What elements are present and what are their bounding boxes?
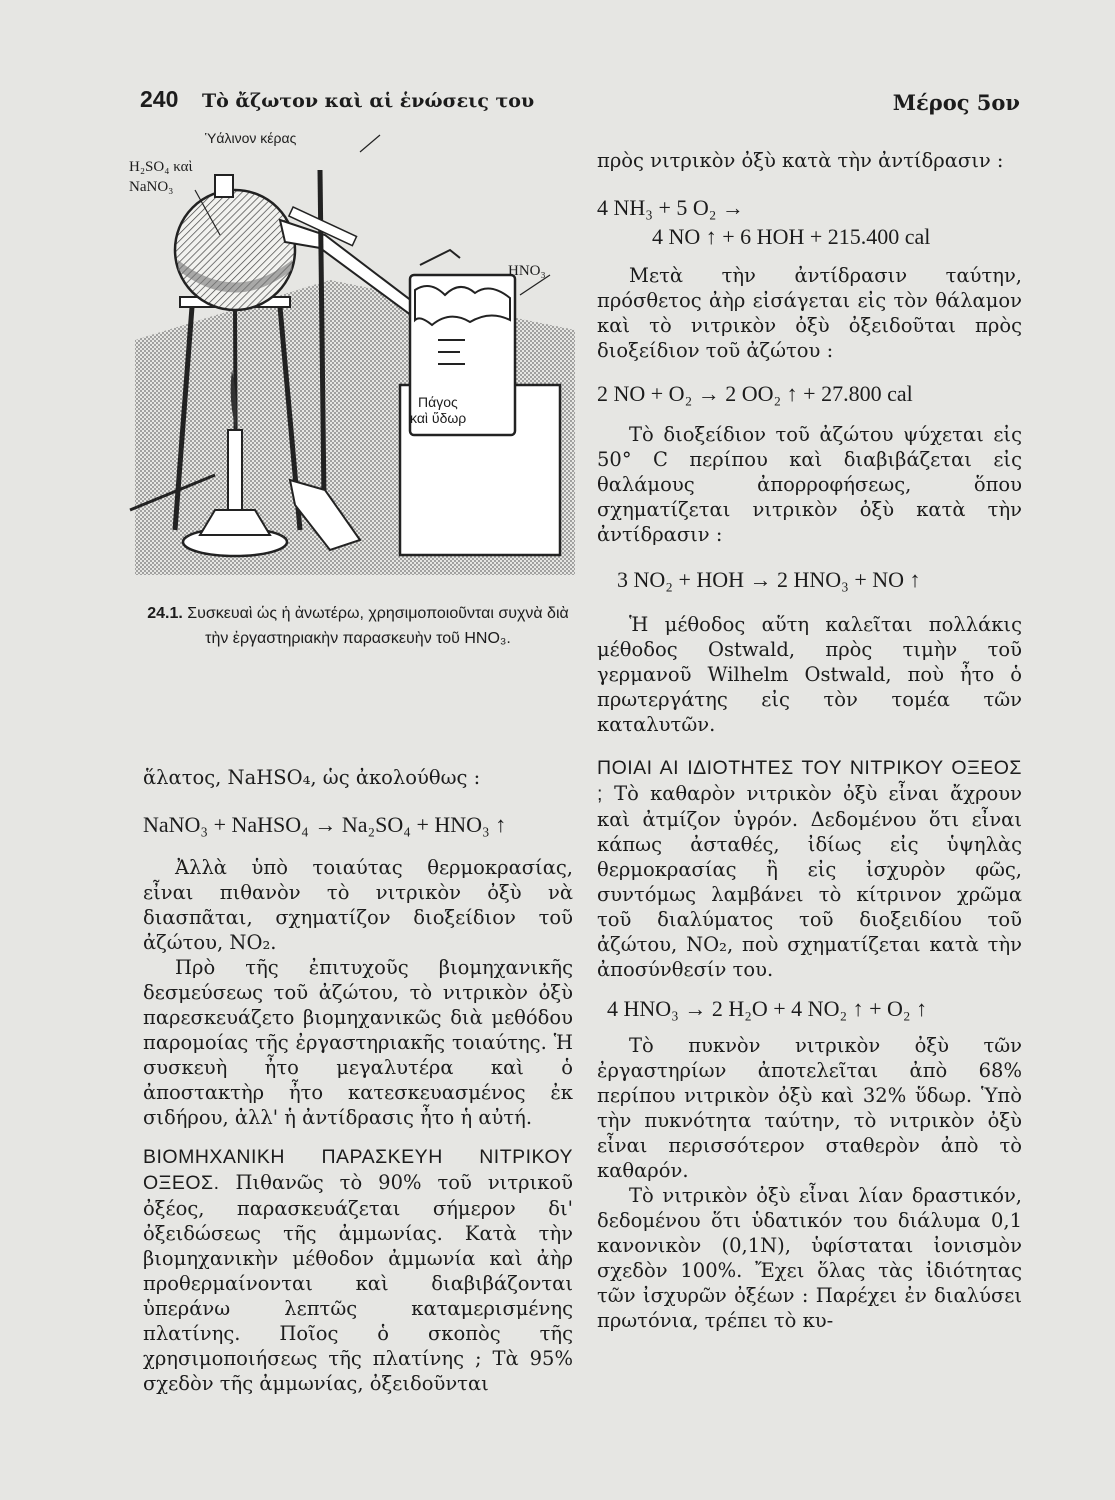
caption-number: 24.1. <box>147 605 183 622</box>
left-p3: Πρὸ τῆς ἐπιτυχοῦς βιομηχανικῆς δεσμεύσεως τοῦ ἀζώτου, τὸ νιτρικὸν ὀξὺ παρεσκευάζετο βιομηχανικῶς διὰ μεθόδου παρομοίας τῆς ἐργαστηριακῆς τοιαύτης. Ἡ συσκευὴ ἦτο μεγαλυτέρα καὶ ὁ ἀποστακτὴρ ἦτο κατεσκευασμένος ἐκ σιδήρου, ἀλλ' ἡ ἀντίδρασις ἦτο ἡ αὐτή. <box>143 956 573 1129</box>
right-p3: Τὸ διοξείδιον τοῦ ἀζώτου ψύχεται εἰς 50° C περίπου καὶ διαβιβάζεται εἰς θαλάμους ἀπορροφήσεως, ὅπου σχηματίζεται νιτρικὸν ὀξὺ κατὰ τὴν ἀντίδρασιν : <box>597 423 1022 546</box>
equation-nh3-b: 4 NO ↑ + 6 HOH + 215.400 cal <box>652 224 931 249</box>
left-p4-block <box>143 1144 573 1396</box>
water-label: καὶ ὕδωρ <box>410 410 467 426</box>
nano3-label: NaNO₃ <box>129 179 174 195</box>
left-p4: Πιθανῶς τὸ 90% τοῦ νιτρικοῦ ὀξέος, παρασκευάζεται σήμερον δι' ὀξειδώσεως τῆς ἀμμωνίας. Κατὰ τὴν βιομηχανικὴν μέθοδον ἀμμωνία καὶ ἀὴρ προθερμαίνονται καὶ διαβιβάζονται ὑπεράνω λεπτῶς καταμερισμένης πλατίνης. Ποῖος ὁ σκοπὸς τῆς χρησιμοποιήσεως τῆς πλατίνης ; Τὰ 95% σχεδὸν τῆς ἀμμωνίας, ὀξειδοῦνται <box>143 1171 573 1395</box>
equation-nh3-a: 4 NH₃ + 5 O₂ → <box>597 195 744 220</box>
properties-heading: ΠΟΙΑΙ ΑΙ ΙΔΙΟΤΗΤΕΣ ΤΟΥ ΝΙΤΡΙΚΟΥ ΟΞΕΟΣ ; <box>597 757 1022 805</box>
left-p2: Ἀλλὰ ὑπὸ τοιαύτας θερμοκρασίας, εἶναι πιθανὸν τὸ νιτρικὸν ὀξὺ νὰ διασπᾶται, σχηματίζον διοξείδιον τοῦ ἀζώτου, NO₂. <box>143 856 573 954</box>
h2so4-label: H₂SO₄ καὶ <box>129 159 193 175</box>
equation-decomposition: 4 HNO₃ → 2 H₂O + 4 NO₂ ↑ + O₂ ↑ <box>607 996 928 1021</box>
page-header <box>140 86 1020 126</box>
left-column <box>143 765 573 1396</box>
left-p1: ἅλατος, NaHSO₄, ὡς ἀκολούθως : <box>143 766 481 789</box>
right-p7: Τὸ νιτρικὸν ὀξὺ εἶναι λίαν δραστικόν, δεδομένου ὅτι ὑδατικόν του διάλυμα 0,1 κανονικὸν (0,1N), ὑφίσταται ἰονισμὸν σχεδὸν 100%. Ἔχει ὅλας τὰς ἰδιότητας τῶν ἰσχυρῶν ὀξέων : Παρέχει ἐν διαλύσει πρωτόνια, τρέπει τὸ κυ- <box>597 1184 1022 1332</box>
caption-text: Συσκευαὶ ὡς ἡ ἀνωτέρω, χρησιμοποιοῦνται συχνὰ διὰ τὴν ἐργαστηριακὴν παρασκευὴν τοῦ HNO₃. <box>187 605 569 647</box>
chapter-title: Τὸ ἄζωτον καὶ αἱ ἑνώσεις του <box>202 90 535 112</box>
equation-hno3: 3 NO₂ + HOH → 2 HNO₃ + NO ↑ <box>617 567 921 592</box>
right-p4: Ἡ μέθοδος αὕτη καλεῖται πολλάκις μέθοδος Ostwald, πρὸς τιμὴν τοῦ γερμανοῦ Wilhelm Ostwald, ποὺ ἦτο ὁ πρωτεργάτης εἰς τὸν τομέα τῶν καταλυτῶν. <box>597 613 1022 736</box>
retort-label: Ὑάλινον κέρας <box>205 130 297 146</box>
hno3-label: HNO₃ <box>508 263 546 279</box>
right-p1: πρὸς νιτρικὸν ὀξὺ κατὰ τὴν ἀντίδρασιν : <box>597 149 1004 172</box>
industrial-heading: ΒΙΟΜΗΧΑΝΙΚΗ ΠΑΡΑΣΚΕΥΗ ΝΙΤΡΙΚΟΥ ΟΞΕΟΣ. <box>143 1146 573 1194</box>
right-p5: Τὸ καθαρὸν νιτρικὸν ὀξὺ εἶναι ἄχρουν καὶ ἀτμίζον ὑγρόν. Δεδομένου ὅτι εἶναι κάπως ἀσταθές, ἰδίως εἰς ὑψηλὰς θερμοκρασίας ἢ εἰς ἰσχυρὸν φῶς, συντόμως λαμβάνει τὸ κίτρινον χρῶμα τοῦ διαλύματος τοῦ διοξειδίου τοῦ ἀζώτου, NO₂, ποὺ σχηματίζεται κατὰ τὴν ἀποσύνθεσίν του. <box>597 782 1022 981</box>
equation-no2: 2 NO + O₂ → 2 OO₂ ↑ + 27.800 cal <box>597 381 913 406</box>
right-column <box>597 148 1022 1333</box>
distillation-apparatus-illustration <box>120 130 580 600</box>
distillation-figure <box>120 130 580 600</box>
ice-label: Πάγος <box>418 394 458 410</box>
part-label: Μέρος 5ον <box>892 90 1020 115</box>
right-p5-block <box>597 755 1022 982</box>
figure-caption <box>143 601 573 651</box>
equation-nano3: NaNO₃ + NaHSO₄ → Na₂SO₄ + HNO₃ ↑ <box>143 812 507 837</box>
right-p6: Τὸ πυκνὸν νιτρικὸν ὀξὺ τῶν ἐργαστηρίων ἀποτελεῖται ἀπὸ 68% περίπου νιτρικὸν ὀξὺ καὶ 32% ὕδωρ. Ὑπὸ τὴν πυκνότητα ταύτην, τὸ νιτρικὸν ὀξὺ εἶναι περισσότερον σταθερὸν ἀπὸ τὸ καθαρόν. <box>597 1034 1022 1182</box>
page-number: 240 <box>140 86 179 112</box>
right-p2: Μετὰ τὴν ἀντίδρασιν ταύτην, πρόσθετος ἀὴρ εἰσάγεται εἰς τὸν θάλαμον καὶ τὸ νιτρικὸν ὀξὺ ὀξειδοῦται πρὸς διοξείδιον τοῦ ἀζώτου : <box>597 264 1022 362</box>
